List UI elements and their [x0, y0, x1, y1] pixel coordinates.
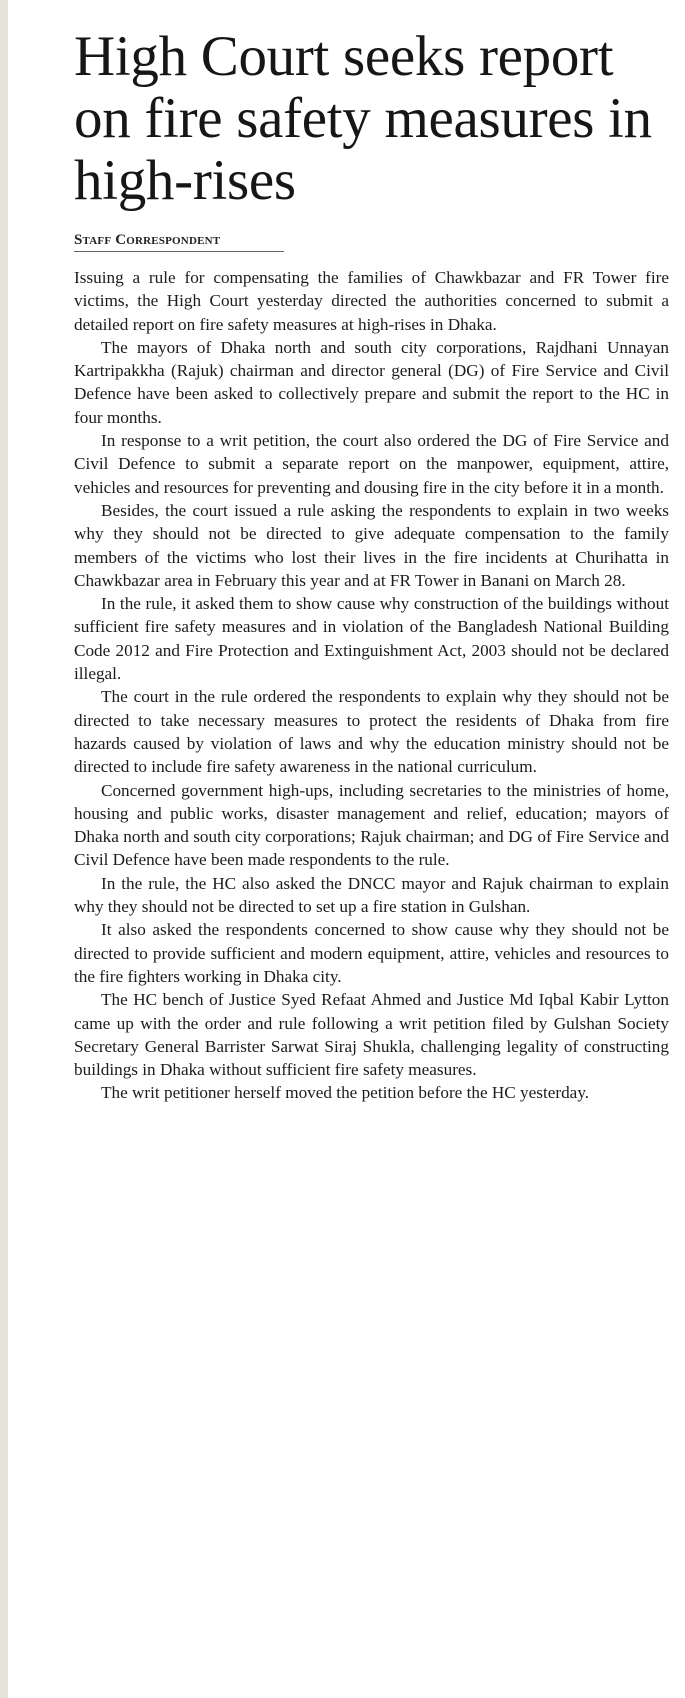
paragraph: In the rule, it asked them to show cause why construction of the buildings without sufficient fire safety measures and in violation of the Bangladesh National Building Code 2012 and Fire Protection and Extinguishment Act, 2003 should not be declared illegal.: [74, 594, 669, 684]
byline: Staff Correspondent: [74, 232, 221, 248]
article-body: [74, 266, 669, 1105]
paragraph: The HC bench of Justice Syed Refaat Ahmed and Justice Md Iqbal Kabir Lytton came up with the order and rule following a writ petition filed by Gulshan Society Secretary General Barrister Sarwat Siraj Shukla, challenging legality of constructing buildings in Dhaka without sufficient fire safety measures.: [74, 990, 669, 1080]
paragraph: It also asked the respondents concerned to show cause why they should not be directed to provide sufficient and modern equipment, attire, vehicles and resources to the fire fighters working in Dhaka city.: [74, 920, 669, 986]
paragraph: Issuing a rule for compensating the families of Chawkbazar and FR Tower fire victims, the High Court yesterday directed the authorities concerned to submit a detailed report on fire safety measures at high-rises in Dhaka.: [74, 268, 669, 334]
headline: High Court seeks report on fire safety measures in high-rises: [74, 25, 652, 212]
paragraph: Concerned government high-ups, including secretaries to the ministries of home, housing and public works, disaster management and relief, education; mayors of Dhaka north and south city corporations; Rajuk chairman; and DG of Fire Service and Civil Defence have been made respondents to the rule.: [74, 780, 669, 870]
byline-underline: [74, 251, 284, 252]
paragraph: Besides, the court issued a rule asking the respondents to explain in two weeks why they should not be directed to give adequate compensation to the family members of the victims who lost their lives in the fire incidents at Churihatta in Chawkbazar area in February this year and at FR Tower in Banani on March 28.: [74, 500, 669, 590]
paragraph: In the rule, the HC also asked the DNCC mayor and Rajuk chairman to explain why they should not be directed to set up a fire station in Gulshan.: [74, 873, 669, 917]
paragraph: The court in the rule ordered the respondents to explain why they should not be directed to take necessary measures to protect the residents of Dhaka from fire hazards caused by violation of laws and why the education ministry should not be directed to include fire safety awareness in the national curriculum.: [74, 687, 669, 777]
column-rule: [0, 0, 8, 1698]
paragraph: The writ petitioner herself moved the petition before the HC yesterday.: [101, 1083, 590, 1103]
paragraph: In response to a writ petition, the court also ordered the DG of Fire Service and Civil Defence to submit a separate report on the manpower, equipment, attire, vehicles and resources for preventing and dousing fire in the city before it in a month.: [74, 431, 669, 497]
news-article: [74, 26, 669, 1105]
paragraph: The mayors of Dhaka north and south city corporations, Rajdhani Unnayan Kartripakkha (Rajuk) chairman and director general (DG) of Fire Service and Civil Defence have been asked to collectively prepare and submit the report to the HC in four months.: [74, 337, 669, 427]
